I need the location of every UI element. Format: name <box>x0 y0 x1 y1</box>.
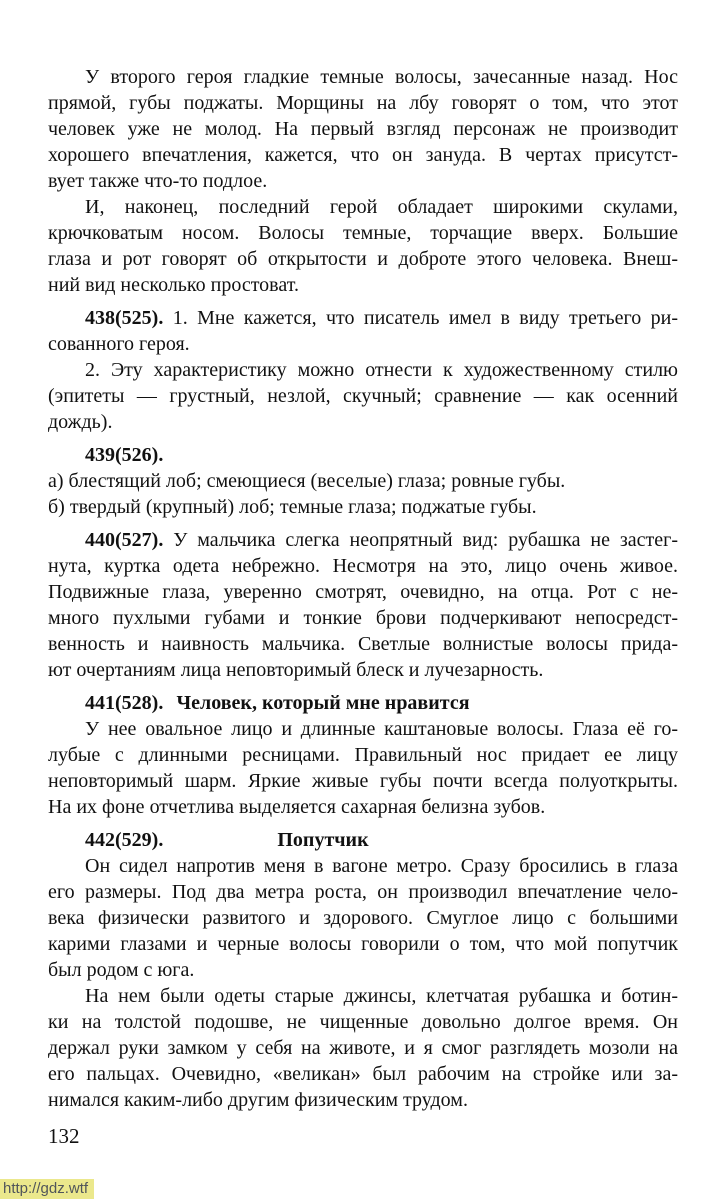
text-line <box>48 383 678 409</box>
text-run: человек уже не молод. На первый взгляд персонаж не производит <box>48 118 678 140</box>
text-run: прямой, губы поджаты. Морщины на лбу говорят о том, что этот <box>48 92 678 114</box>
text-line <box>48 246 678 272</box>
exercise-heading <box>48 690 678 716</box>
text-line <box>48 605 678 631</box>
text-run: У нее овальное лицо и длинные каштановые волосы. Глаза её го- <box>85 718 678 740</box>
text-line <box>48 442 678 468</box>
exercise-number: 442(529). <box>85 829 164 851</box>
text-run: карими глазами и черные волосы говорили о том, что мой попутчик <box>48 933 678 955</box>
text-run: глаза и рот говорят об открытости и доброте этого человека. Внеш- <box>48 248 678 270</box>
text-run: века физически развитого и здорового. Смуглое лицо с большими <box>48 907 678 929</box>
text-line <box>48 794 678 820</box>
text-line <box>48 90 678 116</box>
exercise-439 <box>48 442 678 520</box>
text-run: 2. Эту характеристику можно отнести к художественному стилю <box>85 359 678 381</box>
text-line <box>48 553 678 579</box>
text-run: был родом с юга. <box>48 959 195 981</box>
text-line <box>48 983 678 1009</box>
text-line <box>48 742 678 768</box>
text-line <box>48 716 678 742</box>
text-run: держал руки замком у себя на животе, и я смог разглядеть мозоли на <box>48 1037 678 1059</box>
exercise-number: 438(525). <box>85 307 164 329</box>
exercise-title: Попутчик <box>277 829 369 851</box>
exercise-438 <box>48 305 678 435</box>
text-line <box>48 1009 678 1035</box>
text-run: У мальчика слегка неопрятный вид: рубашка не застег- <box>163 529 678 551</box>
text-line <box>48 631 678 657</box>
text-run: а) блестящий лоб; смеющиеся (веселые) глаза; ровные губы. <box>48 470 566 492</box>
text-line <box>48 357 678 383</box>
text-run: его пальцах. Очевидно, «великан» был рабочим на стройке или за- <box>48 1063 678 1085</box>
page-number: 132 <box>48 1124 80 1148</box>
text-run: его размеры. Под два метра роста, он производил впечатление чело- <box>48 881 678 903</box>
text-run: ют очертаниям лица неповторимый блеск и лучезарность. <box>48 659 544 681</box>
text-line <box>48 220 678 246</box>
paragraph-companion-2 <box>48 983 678 1113</box>
exercise-number: 441(528). <box>85 692 164 714</box>
paragraph-hero-2 <box>48 64 678 194</box>
text-run: нимался каким-либо другим физическим трудом. <box>48 1089 468 1111</box>
text-line <box>48 409 678 435</box>
text-line <box>48 527 678 553</box>
text-run: ний вид несколько простоват. <box>48 274 299 296</box>
text-run: И, наконец, последний герой обладает широкими скулами, <box>85 196 678 218</box>
text-run: дождь). <box>48 411 113 433</box>
text-line <box>48 194 678 220</box>
text-line <box>48 1087 678 1113</box>
text-run: нута, куртка одета небрежно. Несмотря на это, лицо очень живое. <box>48 555 678 577</box>
document-body <box>48 64 678 1149</box>
exercise-number: 439(526). <box>85 444 164 466</box>
text-run: много пухлыми губами и тонкие брови подчеркивают непосредст- <box>48 607 678 629</box>
text-line <box>48 657 678 683</box>
text-run: (эпитеты — грустный, незлой, скучный; сравнение — как осенний <box>48 385 678 407</box>
text-line <box>48 272 678 298</box>
text-run: Он сидел напротив меня в вагоне метро. Сразу бросились в глаза <box>85 855 678 877</box>
text-line <box>48 768 678 794</box>
text-run: сованного героя. <box>48 333 190 355</box>
text-run: хорошего впечатления, кажется, что он зануда. В чертах присутст- <box>48 144 678 166</box>
text-line <box>48 879 678 905</box>
text-line <box>48 579 678 605</box>
text-line <box>48 142 678 168</box>
text-run: У второго героя гладкие темные волосы, зачесанные назад. Нос <box>85 66 678 88</box>
text-run: лубые с длинными ресницами. Правильный нос придает ее лицу <box>48 744 678 766</box>
text-line <box>48 1035 678 1061</box>
paragraph-hero-3 <box>48 194 678 298</box>
text-run: б) твердый (крупный) лоб; темные глаза; поджатые губы. <box>48 496 537 518</box>
text-line <box>48 331 678 357</box>
gdz-watermark: http://gdz.wtf <box>0 1179 94 1199</box>
text-line <box>48 957 678 983</box>
text-line <box>48 305 678 331</box>
text-line <box>48 853 678 879</box>
text-run: неповторимый шарм. Яркие живые губы почти всегда полуоткрыты. <box>48 770 678 792</box>
text-run: Подвижные глаза, уверенно смотрят, очевидно, на отца. Рот с не- <box>48 581 678 603</box>
text-run: венность и наивность мальчика. Светлые волнистые волосы прида- <box>48 633 678 655</box>
text-line <box>48 116 678 142</box>
text-run: На их фоне отчетлива выделяется сахарная белизна зубов. <box>48 796 546 818</box>
exercise-440 <box>48 527 678 683</box>
text-line <box>48 905 678 931</box>
exercise-441 <box>48 690 678 820</box>
text-run: ки на толстой подошве, не чищенные довольно долгое время. Он <box>48 1011 678 1033</box>
text-line <box>48 168 678 194</box>
text-run: крючковатым носом. Волосы темные, торчащие вверх. Большие <box>48 222 678 244</box>
exercise-heading <box>48 827 678 853</box>
exercise-title: Человек, который мне нравится <box>176 692 470 714</box>
text-line <box>48 468 678 494</box>
text-run: 1. Мне кажется, что писатель имел в виду третьего ри- <box>163 307 678 329</box>
text-line <box>48 64 678 90</box>
exercise-number: 440(527). <box>85 529 164 551</box>
exercise-442 <box>48 827 678 983</box>
text-run: вует также что-то подлое. <box>48 170 268 192</box>
text-run: На нем были одеты старые джинсы, клетчатая рубашка и ботин- <box>85 985 678 1007</box>
text-line <box>48 931 678 957</box>
text-line <box>48 1061 678 1087</box>
text-line <box>48 494 678 520</box>
